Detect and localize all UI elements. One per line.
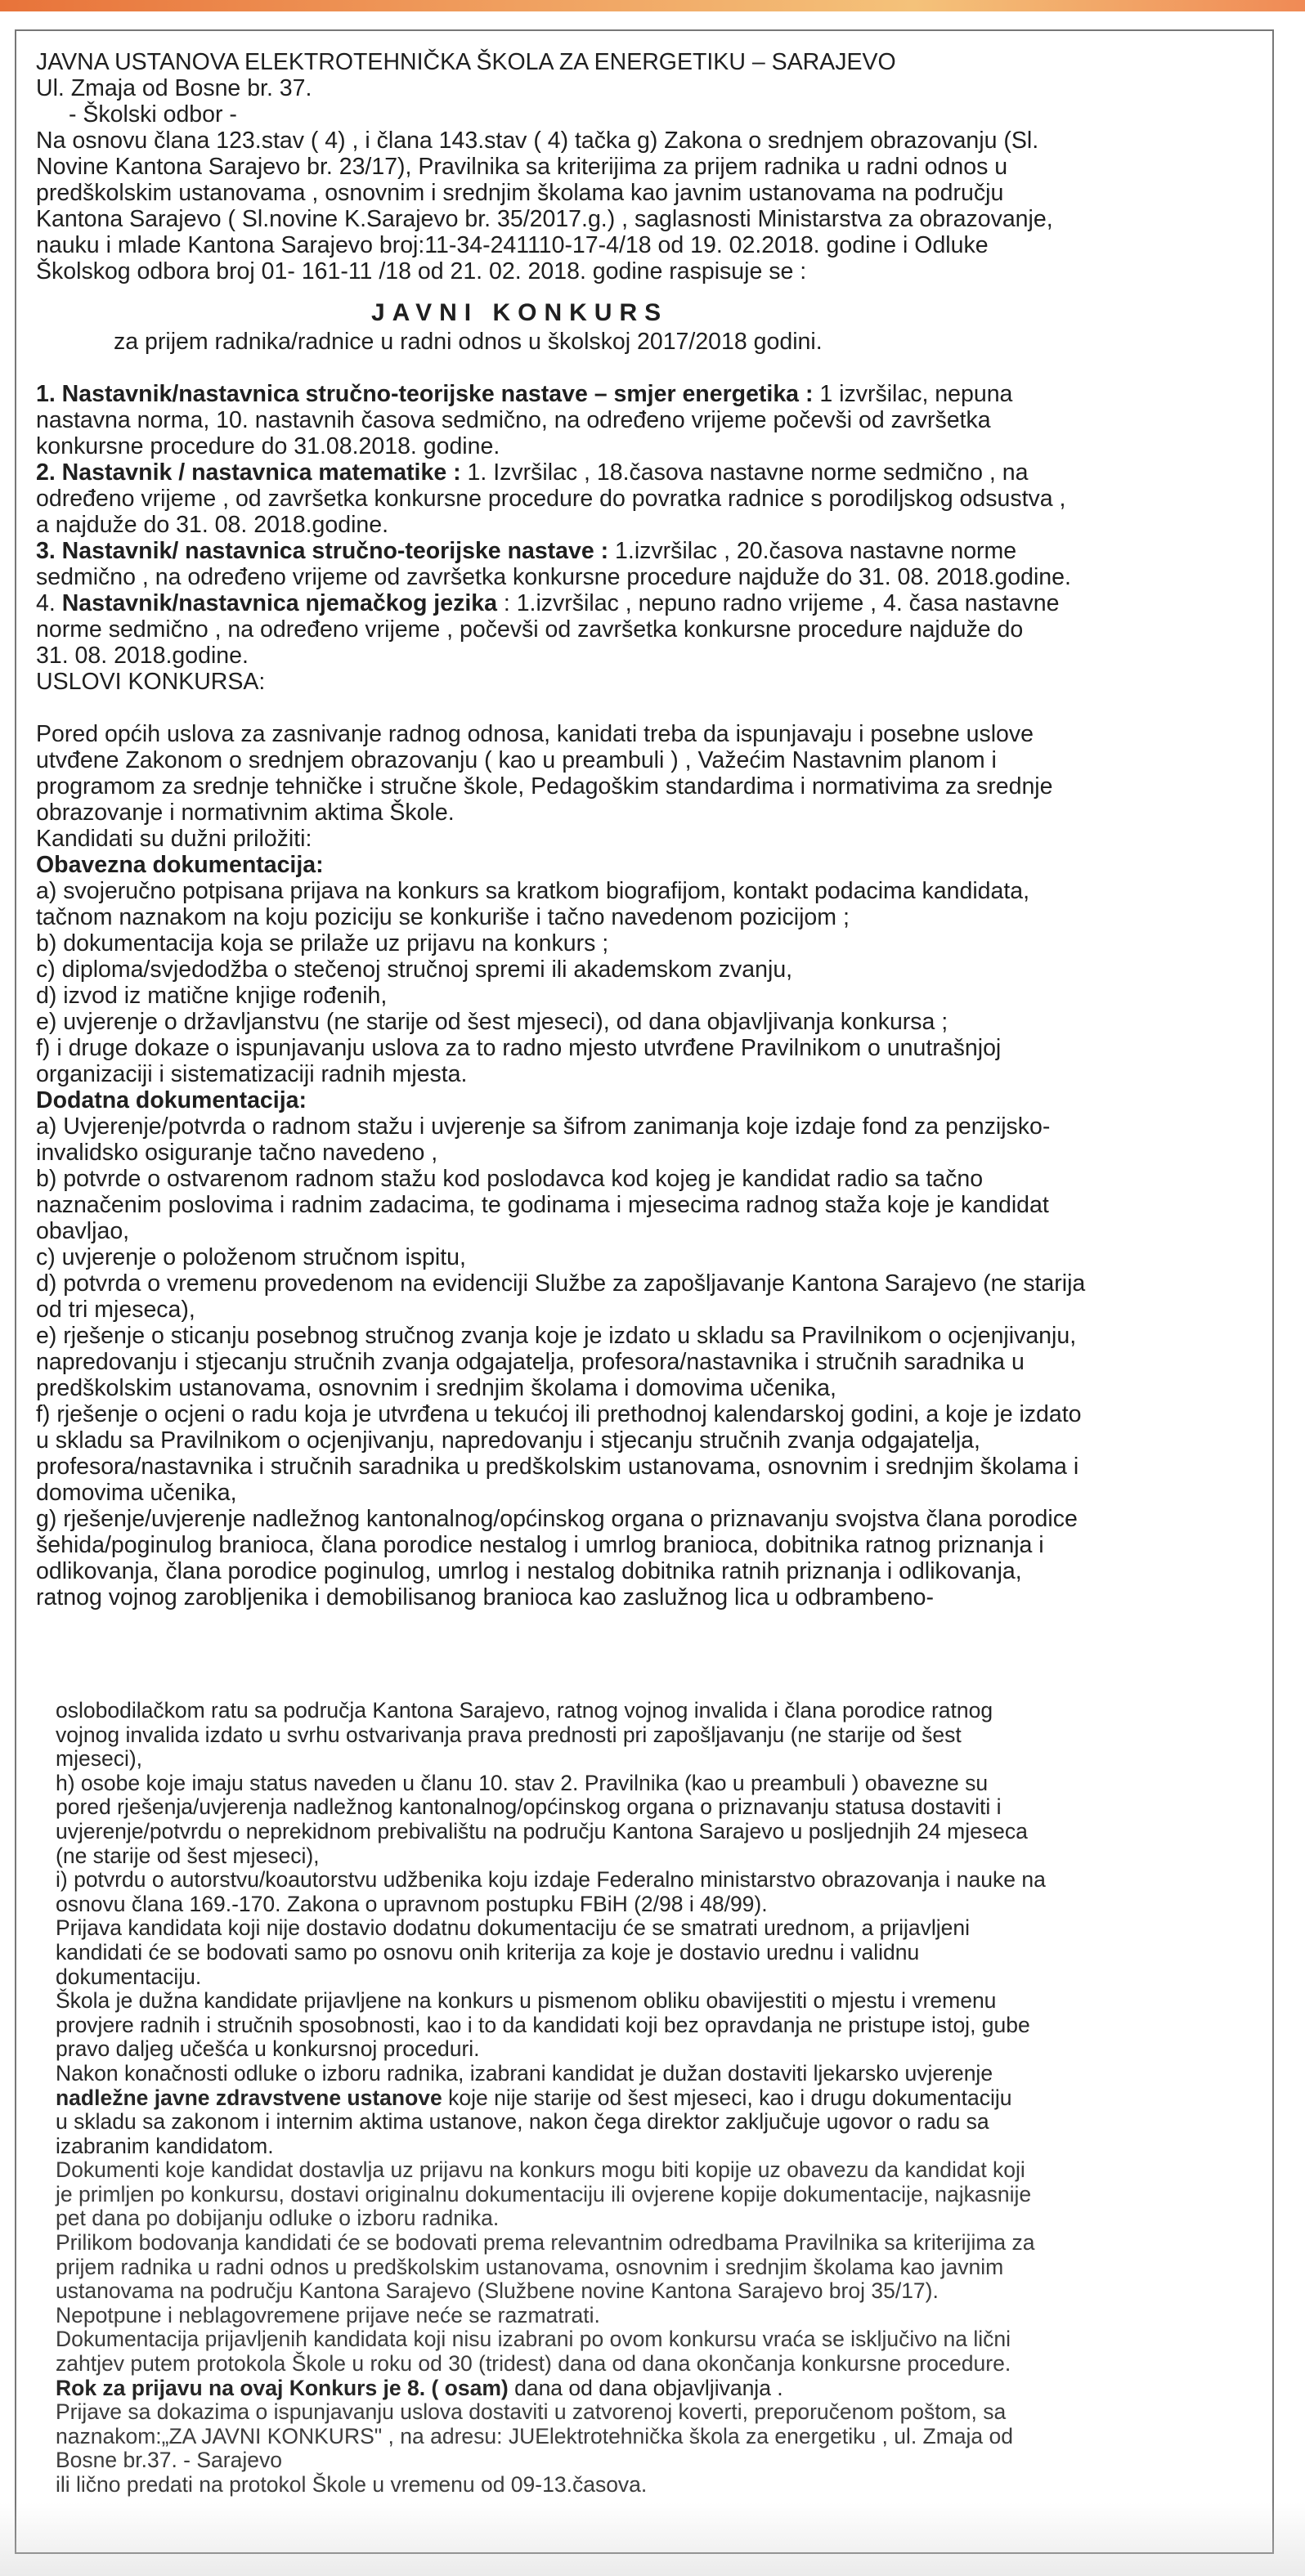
medical-certificate-line: nadležne javne zdravstvene ustanove koje nije starije od šest mjeseci, kao i drugu dokumentaciju [56, 2085, 1012, 2110]
additional-docs-heading: Dodatna dokumentacija: [36, 1087, 307, 1113]
mandatory-docs-list [36, 878, 1254, 1087]
conditions-heading: USLOVI KONKURSA: [36, 669, 266, 695]
mandatory-item: d) izvod iz matične knjige rođenih, [36, 983, 388, 1009]
additional-item: šehida/poginulog branioca, člana porodice nestalog i umrlog branioca, dobitnika ratnog priznanja i [36, 1532, 1044, 1558]
notice-title: JAVNI KONKURS [371, 299, 669, 326]
mandatory-item: e) uvjerenje o državljanstvu (ne starije od šest mjeseci), od dana objavljivanja konkursa ; [36, 1009, 948, 1035]
lower-line: Prijave sa dokazima o ispunjavanju uslova dostaviti u zatvorenoj koverti, preporučenom poštom, sa [56, 2399, 1007, 2425]
lower-line: Bosne br.37. - Sarajevo [56, 2448, 282, 2473]
additional-item: predškolskim ustanovama, osnovnim i srednjim školama i domovima učenika, [36, 1375, 836, 1401]
lower-line: Dokumentacija prijavljenih kandidata koji nisu izabrani po ovom konkursu vraća se isključivo na lični [56, 2327, 1011, 2352]
header-line: Na osnovu člana 123.stav ( 4) , i člana 143.stav ( 4) tačka g) Zakona o srednjem obrazovanju (Sl. [36, 128, 1039, 154]
header-line: JAVNA USTANOVA ELEKTROTEHNIČKA ŠKOLA ZA ENERGETIKU – SARAJEVO [36, 49, 896, 75]
lower-line: ili lično predati na protokol Škole u vremenu od 09-13.časova. [56, 2472, 648, 2497]
mandatory-item: a) svojeručno potpisana prijava na konkurs sa kratkom biografijom, kontakt podacima kandidata, [36, 878, 1030, 904]
additional-item: profesora/nastavnika i stručnih saradnika u predškolskim ustanovama, osnovnim i srednjim školama i [36, 1454, 1079, 1480]
header-line: Školskog odbora broj 01- 161-11 /18 od 21. 02. 2018. godine raspisuje se : [36, 258, 807, 284]
position-3-detail: sedmično , na određeno vrijeme od završetka konkursne procedure najduže do 31. 08. 2018.godine. [36, 564, 1071, 590]
lower-line: vojnog invalida izdato u svrhu ostvarivanja prava prednosti pri zapošljavanju (ne starije od šest [56, 1722, 962, 1747]
conditions-line: obrazovanje i normativnim aktima Škole. [36, 800, 455, 826]
additional-item: naznačenim poslovima i radnim zadacima, te godinama i mjesecima radnog staža koje je kandidat [36, 1192, 1049, 1218]
lower-line: pored rješenja/uvjerenja nadležnog kantonalnog/općinskog organa o priznavanju statusa dostaviti i [56, 1794, 1002, 1820]
lower-line: Nakon konačnosti odluke o izboru radnika, izabrani kandidat je dužan dostaviti ljekarsko uvjerenje [56, 2060, 993, 2085]
header-line: Novine Kantona Sarajevo br. 23/17), Pravilnika sa kriterijima za prijem radnika u radni odnos u [36, 154, 1008, 180]
additional-item: f) rješenje o ocjeni o radu koja je utvrđena u tekućoj ili prethodnoj kalendarskoj godini, a koje je izdato [36, 1401, 1082, 1427]
lower-line: mjeseci), [56, 1746, 143, 1772]
additional-item: c) uvjerenje o položenom stručnom ispitu, [36, 1244, 466, 1270]
position-2-detail: određeno vrijeme , od završetka konkursne procedure do povratka radnice s porodiljskog odsustva , [36, 486, 1066, 512]
lower-line: kandidati će se bodovati samo po osnovu onih kriterija za koje je dostavio urednu i validnu [56, 1939, 920, 1964]
position-4-detail: 31. 08. 2018.godine. [36, 643, 249, 669]
top-color-strip [0, 0, 1305, 11]
positions-list [36, 381, 1254, 669]
additional-item: napredovanju i stjecanju stručnih zvanja odgajatelja, profesora/nastavnika i stručnih saradnika u [36, 1349, 1025, 1375]
lower-line: Prijava kandidata koji nije dostavio dodatnu dokumentaciju će se smatrati urednom, a prijavljeni [56, 1915, 971, 1941]
lower-line: ustanovama na području Kantona Sarajevo (Službene novine Kantona Sarajevo broj 35/17). [56, 2278, 939, 2304]
position-1-detail: konkursne procedure do 31.08.2018. godine. [36, 433, 500, 459]
lower-line: je primljen po konkursu, dostavi originalnu dokumentaciju ili ovjerene kopije dokumentacije, najkasnije [56, 2181, 1032, 2206]
lower-line: izabranim kandidatom. [56, 2133, 274, 2158]
position-1: 1. Nastavnik/nastavnica stručno-teorijske nastave – smjer energetika : 1 izvršilac, nepuna [36, 381, 1013, 407]
additional-item: d) potvrda o vremenu provedenom na evidenciji Službe za zapošljavanje Kantona Sarajevo (ne starija [36, 1270, 1086, 1297]
conditions-line: programom za srednje tehničke i stručne škole, Pedagoškim standardima i normativima za srednje [36, 773, 1053, 800]
lower-line: oslobodilačkom ratu sa područja Kantona Sarajevo, ratnog vojnog invalida i člana porodice ratnog [56, 1698, 993, 1723]
position-4-detail: norme sedmično , na određeno vrijeme , počevši od završetka konkursne procedure najduže do [36, 616, 1024, 643]
header-block [36, 49, 1254, 284]
additional-item: ratnog vojnog zarobljenika i demobilisanog branioca kao zaslužnog lica u odbrambeno- [36, 1584, 934, 1611]
header-line: nauku i mlade Kantona Sarajevo broj:11-34-241110-17-4/18 od 19. 02.2018. godine i Odluke [36, 232, 989, 258]
additional-item: invalidsko osiguranje tačno navedeno , [36, 1140, 438, 1166]
position-2-detail: a najduže do 31. 08. 2018.godine. [36, 512, 389, 538]
mandatory-item: c) diploma/svjedodžba o stečenoj stručnoj spremi ili akademskom zvanju, [36, 956, 793, 983]
lower-line: Dokumenti koje kandidat dostavlja uz prijavu na konkurs mogu biti kopije uz obavezu da kandidat koji [56, 2157, 1025, 2183]
lower-line: Prilikom bodovanja kandidati će se bodovati prema relevantnim odredbama Pravilnika sa kriterijima za [56, 2230, 1035, 2256]
additional-item: u skladu sa Pravilnikom o ocjenjivanju, napredovanju i stjecanju stručnih zvanja odgajatelja, [36, 1427, 980, 1454]
conditions-line: Kandidati su dužni priložiti: [36, 826, 312, 852]
position-3: 3. Nastavnik/ nastavnica stručno-teorijske nastave : 1.izvršilac , 20.časova nastavne norme [36, 538, 1017, 564]
notice-document [36, 49, 1254, 1611]
lower-text-block [56, 1699, 1249, 2498]
lower-line: u skladu sa zakonom i internim aktima ustanove, nakon čega direktor zaključuje ugovor o radu sa [56, 2109, 989, 2135]
additional-item: b) potvrde o ostvarenom radnom stažu kod poslodavca kod kojeg je kandidat radio sa tačno [36, 1166, 984, 1192]
conditions-intro [36, 721, 1254, 852]
header-line: - Školski odbor - [69, 101, 237, 128]
position-2: 2. Nastavnik / nastavnica matematike : 1. Izvršilac , 18.časova nastavne norme sedmično , na [36, 459, 1029, 486]
position-4: 4. Nastavnik/nastavnica njemačkog jezika : 1.izvršilac , nepuno radno vrijeme , 4. časa nastavne [36, 590, 1060, 616]
additional-item: a) Uvjerenje/potvrda o radnom stažu i uvjerenje sa šifrom zanimanja koje izdaje fond za penzijsko- [36, 1113, 1051, 1140]
header-line: Kantona Sarajevo ( Sl.novine K.Sarajevo br. 35/2017.g.) , saglasnosti Ministarstva za obrazovanje, [36, 206, 1053, 232]
additional-item: odlikovanja, člana porodice poginulog, umrlog i nestalog dobitnika ratnih priznanja i odlikovanja, [36, 1558, 1022, 1584]
lower-line: Nepotpune i neblagovremene prijave neće se razmatrati. [56, 2302, 600, 2327]
mandatory-item: organizaciji i sistematizaciji radnih mjesta. [36, 1061, 468, 1087]
position-1-detail: nastavna norma, 10. nastavnih časova sedmično, na određeno vrijeme počevši od završetka [36, 407, 991, 433]
lower-line: provjere radnih i stručnih sposobnosti, kao i to da kandidati koji bez opravdanja ne pristupe istoj, gube [56, 2012, 1030, 2037]
additional-item: domovima učenika, [36, 1480, 237, 1506]
additional-item: od tri mjeseca), [36, 1297, 195, 1323]
lower-line: zahtjev putem protokola Škole u roku od 30 (tridest) dana od dana okončanja konkursne procedure. [56, 2351, 1011, 2377]
notice-subtitle: za prijem radnika/radnice u radni odnos u školskoj 2017/2018 godini. [114, 329, 823, 355]
lower-line: osnovu člana 169.-170. Zakona o upravnom postupku FBiH (2/98 i 48/99). [56, 1891, 768, 1916]
additional-item: g) rješenje/uvjerenje nadležnog kantonalnog/općinskog organa o priznavanju svojstva člana porodice [36, 1506, 1078, 1532]
mandatory-item: b) dokumentacija koja se prilaže uz prijavu na konkurs ; [36, 930, 609, 956]
additional-docs-list [36, 1113, 1254, 1611]
mandatory-item: tačnom naznakom na koju poziciju se konkuriše i tačno navedenom pozicijom ; [36, 904, 850, 930]
mandatory-docs-heading: Obavezna dokumentacija: [36, 852, 324, 878]
additional-item: e) rješenje o sticanju posebnog stručnog zvanja koje je izdato u skladu sa Pravilnikom o ocjenjivanju, [36, 1323, 1077, 1349]
header-line: predškolskim ustanovama , osnovnim i srednjim školama kao javnim ustanovama na području [36, 180, 1004, 206]
lower-line: (ne starije od šest mjeseci), [56, 1843, 320, 1868]
lower-line: dokumentaciju. [56, 1964, 202, 1989]
lower-line: h) osobe koje imaju status naveden u članu 10. stav 2. Pravilnika (kao u preambuli ) obavezne su [56, 1770, 989, 1795]
deadline-line: Rok za prijavu na ovaj Konkurs je 8. ( osam) dana od dana objavljivanja . [56, 2375, 783, 2400]
lower-line: i) potvrdu o autorstvu/koautorstvu udžbenika koju izdaje Federalno ministarstvo obrazovanja i nauke na [56, 1867, 1046, 1893]
conditions-line: Pored općih uslova za zasnivanje radnog odnosa, kanidati treba da ispunjavaju i posebne uslove [36, 721, 1034, 747]
lower-line: pravo daljeg učešća u konkursnoj proceduri. [56, 2036, 480, 2062]
lower-line: prijem radnika u radni odnos u predškolskim ustanovama, osnovnim i srednjim školama kao javnim [56, 2254, 1004, 2279]
mandatory-item: f) i druge dokaze o ispunjavanju uslova za to radno mjesto utvrđene Pravilnikom o unutrašnjoj [36, 1035, 1002, 1061]
lower-line: pet dana po dobijanju odluke o izboru radnika. [56, 2206, 500, 2231]
additional-item: obavljao, [36, 1218, 130, 1244]
lower-line: naznakom:„ZA JAVNI KONKURS" , na adresu: JUElektrotehnička škola za energetiku , ul. Zmaja od [56, 2423, 1014, 2448]
lower-line: uvjerenje/potvrdu o neprekidnom prebivalištu na području Kantona Sarajevo u posljednjih 24 mjeseca [56, 1818, 1028, 1844]
header-line: Ul. Zmaja od Bosne br. 37. [36, 75, 312, 101]
conditions-line: utvđene Zakonom o srednjem obrazovanju ( kao u preambuli ) , Važećim Nastavnim planom i [36, 747, 997, 773]
lower-line: Škola je dužna kandidate prijavljene na konkurs u pismenom obliku obavijestiti o mjestu i vremenu [56, 1988, 997, 2014]
